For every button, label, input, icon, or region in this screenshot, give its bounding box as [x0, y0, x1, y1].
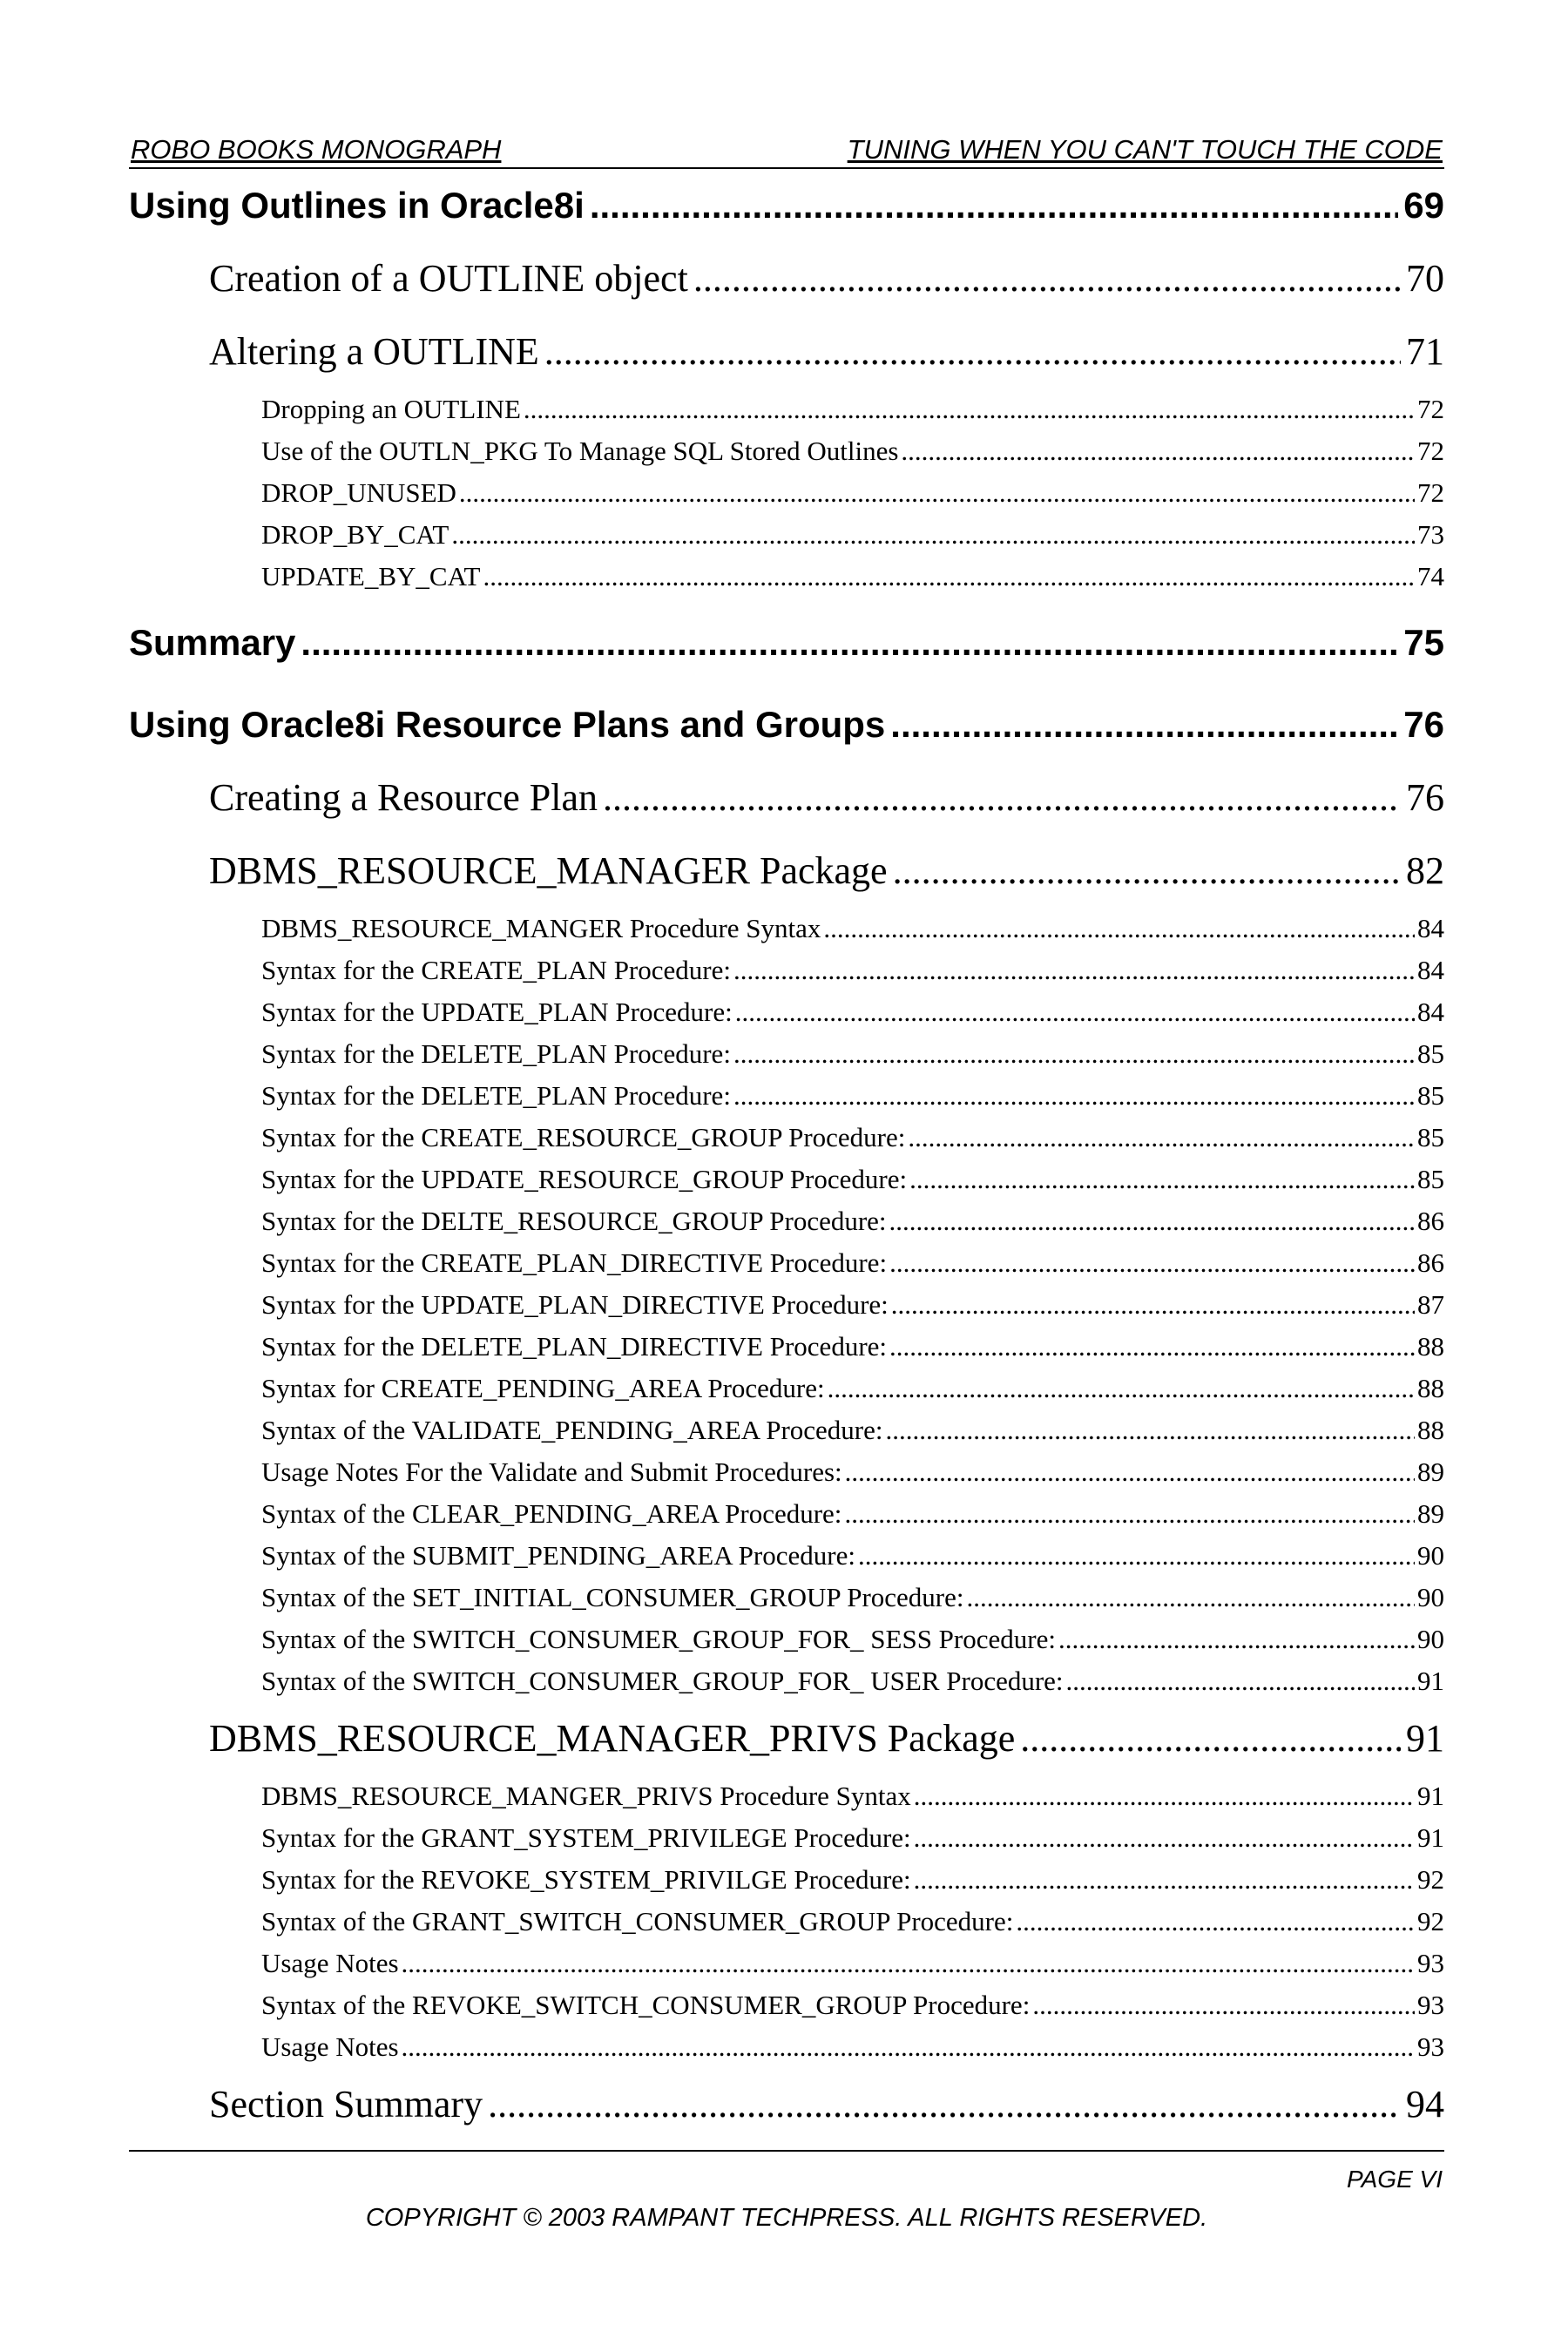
toc-entry-level-3[interactable]: [129, 1242, 1444, 1284]
toc-entry-title: Syntax for CREATE_PENDING_AREA Procedure:: [261, 1373, 825, 1403]
toc-entry-title: Syntax for the DELTE_RESOURCE_GROUP Procedure:: [261, 1206, 887, 1236]
dot-leader: [733, 950, 1415, 991]
dot-leader: [733, 1033, 1415, 1075]
running-header: [129, 131, 1444, 169]
toc-entry-page: 85: [1417, 1122, 1444, 1152]
toc-entry-level-3[interactable]: [129, 1577, 1444, 1619]
toc-entry-title: Using Outlines in Oracle8i: [129, 185, 585, 226]
toc-entry-level-2[interactable]: [129, 315, 1444, 389]
toc-entry-title: Creating a Resource Plan: [209, 776, 598, 819]
toc-entry-title: Syntax of the CLEAR_PENDING_AREA Procedure:: [261, 1498, 842, 1529]
toc-entry-page: 86: [1417, 1247, 1444, 1278]
dot-leader: [844, 1493, 1415, 1535]
dot-leader: [1020, 1702, 1401, 1775]
toc-entry-page: 90: [1417, 1624, 1444, 1654]
toc-entry-page: 89: [1417, 1456, 1444, 1487]
toc-entry-title: Syntax for the GRANT_SYSTEM_PRIVILEGE Procedure:: [261, 1822, 911, 1853]
dot-leader: [451, 514, 1415, 556]
toc-entry-level-3[interactable]: [129, 991, 1444, 1033]
toc-entry-level-2[interactable]: [129, 761, 1444, 835]
toc-entry-page: 84: [1417, 913, 1444, 943]
dot-leader: [544, 315, 1401, 389]
toc-entry-title: Using Oracle8i Resource Plans and Groups: [129, 704, 886, 745]
toc-entry-title: Section Summary: [209, 2083, 483, 2126]
toc-entry-title: Syntax for the CREATE_RESOURCE_GROUP Procedure:: [261, 1122, 906, 1152]
toc-entry-page: 90: [1417, 1582, 1444, 1612]
toc-entry-page: 69: [1403, 185, 1444, 226]
toc-entry-page: 88: [1417, 1331, 1444, 1362]
footer-divider: [129, 2150, 1444, 2152]
dot-leader: [459, 472, 1415, 514]
header-book-title: TUNING WHEN YOU CAN'T TOUCH THE CODE: [847, 134, 1443, 165]
toc-entry-level-3[interactable]: [129, 1117, 1444, 1159]
toc-entry-level-3[interactable]: [129, 1775, 1444, 1817]
toc-gap: [129, 598, 1444, 606]
dot-leader: [828, 1368, 1415, 1409]
toc-entry-page: 72: [1417, 436, 1444, 466]
dot-leader: [1058, 1619, 1415, 1660]
dot-leader: [402, 2026, 1415, 2068]
copyright-notice: COPYRIGHT © 2003 RAMPANT TECHPRESS. ALL RIGHTS RESERVED.: [365, 2204, 1208, 2232]
toc-entry-title: Syntax of the SET_INITIAL_CONSUMER_GROUP Procedure:: [261, 1582, 964, 1612]
dot-leader: [1032, 1984, 1415, 2026]
toc-entry-level-3[interactable]: [129, 514, 1444, 556]
toc-entry-title: Syntax of the VALIDATE_PENDING_AREA Procedure:: [261, 1415, 883, 1445]
toc-entry-level-3[interactable]: [129, 2026, 1444, 2068]
toc-entry-level-3[interactable]: [129, 1660, 1444, 1702]
toc-entry-page: 88: [1417, 1373, 1444, 1403]
toc-entry-level-3[interactable]: [129, 1901, 1444, 1943]
dot-leader: [301, 606, 1398, 679]
dot-leader: [693, 242, 1401, 315]
dot-leader: [735, 991, 1415, 1033]
dot-leader: [893, 835, 1401, 908]
toc-entry-title: Syntax of the SUBMIT_PENDING_AREA Procedure:: [261, 1540, 855, 1571]
toc-entry-level-3[interactable]: [129, 1451, 1444, 1493]
toc-entry-title: Usage Notes: [261, 1948, 399, 1978]
toc-entry-page: 85: [1417, 1164, 1444, 1194]
toc-entry-level-3[interactable]: [129, 1817, 1444, 1859]
toc-entry-level-2[interactable]: [129, 2068, 1444, 2141]
toc-entry-level-3[interactable]: [129, 1284, 1444, 1326]
dot-leader: [891, 1284, 1415, 1326]
toc-entry-level-3[interactable]: [129, 1984, 1444, 2026]
dot-leader: [889, 1326, 1415, 1368]
toc-entry-level-1[interactable]: [129, 606, 1444, 679]
toc-entry-title: DBMS_RESOURCE_MANGER Procedure Syntax: [261, 913, 821, 943]
dot-leader: [402, 1943, 1415, 1984]
toc-entry-page: 72: [1417, 394, 1444, 424]
toc-entry-page: 76: [1403, 704, 1444, 745]
toc-entry-level-2[interactable]: [129, 835, 1444, 908]
toc-entry-title: Syntax for the UPDATE_PLAN Procedure:: [261, 997, 733, 1027]
toc-entry-title: Summary: [129, 622, 296, 663]
toc-entry-title: DBMS_RESOURCE_MANAGER Package: [209, 849, 888, 892]
page-number: PAGE VI: [1347, 2166, 1443, 2193]
toc-entry-level-3[interactable]: [129, 1368, 1444, 1409]
toc-entry-page: 93: [1417, 1948, 1444, 1978]
toc-entry-page: 94: [1406, 2083, 1444, 2126]
toc-gap: [129, 679, 1444, 688]
toc-entry-title: Syntax for the DELETE_PLAN Procedure:: [261, 1080, 731, 1111]
toc-entry-title: Syntax for the DELETE_PLAN_DIRECTIVE Procedure:: [261, 1331, 888, 1362]
toc-entry-level-3[interactable]: [129, 1409, 1444, 1451]
toc-entry-page: 92: [1417, 1906, 1444, 1936]
toc-entry-page: 74: [1417, 561, 1444, 591]
toc-entry-title: Usage Notes: [261, 2031, 399, 2062]
toc-entry-level-1[interactable]: [129, 688, 1444, 761]
toc-entry-page: 90: [1417, 1540, 1444, 1571]
toc-entry-level-2[interactable]: [129, 242, 1444, 315]
toc-entry-level-3[interactable]: [129, 1493, 1444, 1535]
toc-entry-page: 88: [1417, 1415, 1444, 1445]
toc-entry-page: 91: [1417, 1781, 1444, 1811]
toc-entry-page: 91: [1417, 1822, 1444, 1853]
toc-entry-title: Syntax for the DELETE_PLAN Procedure:: [261, 1038, 731, 1069]
table-of-contents: [129, 169, 1444, 2141]
dot-leader: [886, 1409, 1416, 1451]
toc-entry-level-3[interactable]: [129, 1619, 1444, 1660]
toc-entry-title: Syntax of the SWITCH_CONSUMER_GROUP_FOR_ USER Procedure:: [261, 1666, 1064, 1696]
toc-entry-level-3[interactable]: [129, 1159, 1444, 1200]
toc-entry-title: DBMS_RESOURCE_MANGER_PRIVS Procedure Syntax: [261, 1781, 911, 1811]
header-book-series: ROBO BOOKS MONOGRAPH: [131, 134, 502, 165]
toc-entry-title: Creation of a OUTLINE object: [209, 257, 688, 300]
toc-entry-page: 84: [1417, 955, 1444, 985]
dot-leader: [967, 1577, 1416, 1619]
toc-entry-page: 84: [1417, 997, 1444, 1027]
toc-entry-level-3[interactable]: [129, 389, 1444, 430]
toc-entry-title: Syntax for the CREATE_PLAN_DIRECTIVE Procedure:: [261, 1247, 888, 1278]
toc-entry-title: Syntax of the REVOKE_SWITCH_CONSUMER_GROUP Procedure:: [261, 1990, 1031, 2020]
dot-leader: [914, 1775, 1415, 1817]
toc-entry-page: 73: [1417, 519, 1444, 550]
toc-entry-level-3[interactable]: [129, 950, 1444, 991]
toc-entry-title: Syntax for the CREATE_PLAN Procedure:: [261, 955, 731, 985]
toc-entry-page: 93: [1417, 2031, 1444, 2062]
toc-entry-page: 85: [1417, 1080, 1444, 1111]
toc-entry-title: Syntax for the UPDATE_RESOURCE_GROUP Procedure:: [261, 1164, 908, 1194]
toc-entry-level-3[interactable]: [129, 1326, 1444, 1368]
toc-entry-page: 71: [1406, 330, 1444, 373]
toc-entry-level-3[interactable]: [129, 1200, 1444, 1242]
toc-entry-title: DROP_BY_CAT: [261, 519, 449, 550]
toc-entry-page: 89: [1417, 1498, 1444, 1529]
toc-entry-level-3[interactable]: [129, 1943, 1444, 1984]
toc-entry-page: 72: [1417, 477, 1444, 508]
toc-entry-title: Use of the OUTLN_PKG To Manage SQL Stored Outlines: [261, 436, 899, 466]
dot-leader: [1066, 1660, 1415, 1702]
toc-entry-page: 91: [1406, 1717, 1444, 1760]
toc-entry-title: Usage Notes For the Validate and Submit Procedures:: [261, 1456, 842, 1487]
toc-entry-level-1[interactable]: [129, 169, 1444, 242]
toc-entry-page: 87: [1417, 1289, 1444, 1320]
dot-leader: [590, 169, 1398, 242]
toc-entry-page: 70: [1406, 257, 1444, 300]
dot-leader: [889, 1200, 1415, 1242]
document-page: [129, 131, 1444, 2343]
toc-entry-title: Syntax of the GRANT_SWITCH_CONSUMER_GROUP Procedure:: [261, 1906, 1014, 1936]
toc-entry-title: Dropping an OUTLINE: [261, 394, 521, 424]
dot-leader: [845, 1451, 1415, 1493]
toc-entry-title: DBMS_RESOURCE_MANAGER_PRIVS Package: [209, 1717, 1016, 1760]
toc-entry-level-3[interactable]: [129, 1535, 1444, 1577]
dot-leader: [524, 389, 1415, 430]
toc-entry-title: Syntax for the UPDATE_PLAN_DIRECTIVE Procedure:: [261, 1289, 889, 1320]
dot-leader: [914, 1817, 1415, 1859]
toc-entry-title: Altering a OUTLINE: [209, 330, 539, 373]
toc-entry-title: UPDATE_BY_CAT: [261, 561, 481, 591]
toc-entry-page: 93: [1417, 1990, 1444, 2020]
toc-entry-page: 91: [1417, 1666, 1444, 1696]
dot-leader: [823, 908, 1415, 950]
toc-entry-page: 82: [1406, 849, 1444, 892]
toc-entry-page: 85: [1417, 1038, 1444, 1069]
toc-entry-title: DROP_UNUSED: [261, 477, 456, 508]
dot-leader: [603, 761, 1401, 835]
toc-entry-level-3[interactable]: [129, 908, 1444, 950]
toc-entry-page: 75: [1403, 622, 1444, 663]
dot-leader: [1016, 1901, 1415, 1943]
dot-leader: [901, 430, 1415, 472]
toc-entry-level-3[interactable]: [129, 556, 1444, 598]
toc-entry-level-3[interactable]: [129, 1033, 1444, 1075]
dot-leader: [488, 2068, 1401, 2141]
dot-leader: [889, 1242, 1415, 1284]
dot-leader: [890, 688, 1398, 761]
dot-leader: [733, 1075, 1415, 1117]
toc-entry-level-3[interactable]: [129, 1075, 1444, 1117]
dot-leader: [908, 1117, 1415, 1159]
toc-entry-level-2[interactable]: [129, 1702, 1444, 1775]
toc-entry-title: Syntax of the SWITCH_CONSUMER_GROUP_FOR_ SESS Procedure:: [261, 1624, 1056, 1654]
dot-leader: [858, 1535, 1415, 1577]
toc-entry-level-3[interactable]: [129, 430, 1444, 472]
toc-entry-page: 76: [1406, 776, 1444, 819]
dot-leader: [483, 556, 1415, 598]
toc-entry-title: Syntax for the REVOKE_SYSTEM_PRIVILGE Procedure:: [261, 1864, 911, 1895]
dot-leader: [909, 1159, 1415, 1200]
toc-entry-page: 86: [1417, 1206, 1444, 1236]
toc-entry-level-3[interactable]: [129, 472, 1444, 514]
toc-entry-level-3[interactable]: [129, 1859, 1444, 1901]
dot-leader: [914, 1859, 1415, 1901]
toc-entry-page: 92: [1417, 1864, 1444, 1895]
